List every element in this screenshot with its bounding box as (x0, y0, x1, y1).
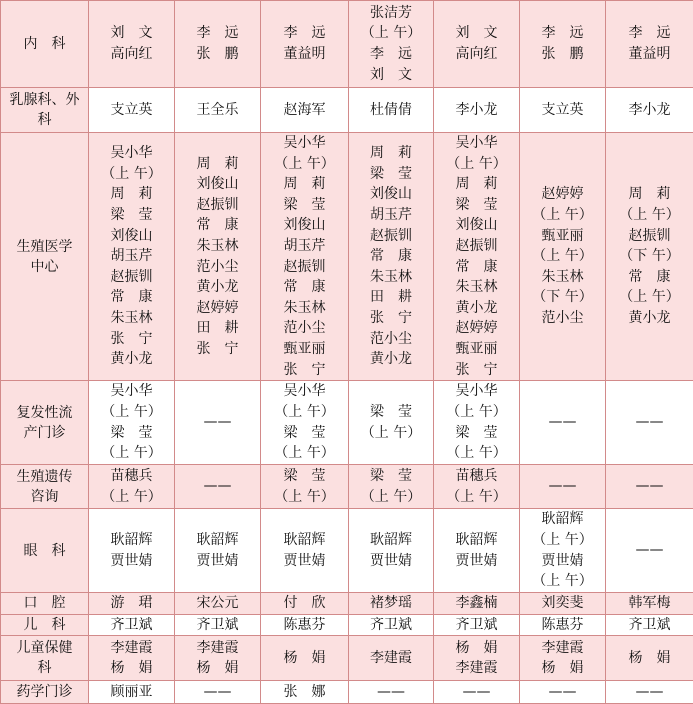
table-cell: —— (175, 381, 261, 465)
table-cell: 耿韶辉 （上 午） 贾世婧 （上 午） (520, 509, 606, 593)
table-cell: 张洁芳 （上 午） 李 远 刘 文 (349, 1, 434, 88)
table-cell: 齐卫斌 (606, 614, 693, 636)
department-child-healthcare: 儿童保健 科 (1, 636, 89, 681)
table-row (1, 88, 693, 133)
table-cell: 苗穗兵 （上 午） (434, 465, 520, 509)
table-cell: 刘 文 高向红 (434, 1, 520, 88)
table-cell: —— (520, 381, 606, 465)
table-cell: 宋公元 (175, 593, 261, 615)
table-cell: 李 远 董益明 (606, 1, 693, 88)
department-recurrent-miscarriage: 复发性流 产门诊 (1, 381, 89, 465)
table-row (1, 593, 693, 615)
table-cell: 齐卫斌 (349, 614, 434, 636)
table-cell: 耿韶辉 贾世婧 (89, 509, 175, 593)
table-row (1, 465, 693, 509)
table-cell: 李建霞 杨 娟 (175, 636, 261, 681)
department-reproductive-center: 生殖医学 中心 (1, 133, 89, 381)
table-cell: 李建霞 (349, 636, 434, 681)
department-breast-surgery: 乳腺科、外 科 (1, 88, 89, 133)
table-cell: 李小龙 (434, 88, 520, 133)
table-row (1, 133, 693, 381)
department-pediatrics: 儿 科 (1, 614, 89, 636)
table-cell: 韩军梅 (606, 593, 693, 615)
table-cell: 李 远 张 鹏 (175, 1, 261, 88)
department-internal-medicine: 内 科 (1, 1, 89, 88)
table-cell: 梁 莹 （上 午） (349, 465, 434, 509)
table-cell: 杨 娟 (606, 636, 693, 681)
table-cell: —— (606, 381, 693, 465)
table-cell: —— (606, 509, 693, 593)
table-cell: —— (349, 681, 434, 704)
department-stomatology: 口 腔 (1, 593, 89, 615)
table-cell: 耿韶辉 贾世婧 (261, 509, 349, 593)
table-cell: 张 娜 (261, 681, 349, 704)
table-row (1, 614, 693, 636)
table-cell: 苗穗兵 （上 午） (89, 465, 175, 509)
table-cell: 顾丽亚 (89, 681, 175, 704)
table-cell: 王全乐 (175, 88, 261, 133)
department-genetic-counseling: 生殖遗传 咨询 (1, 465, 89, 509)
table-cell: —— (175, 681, 261, 704)
table-cell: 耿韶辉 贾世婧 (175, 509, 261, 593)
department-pharmacy-clinic: 药学门诊 (1, 681, 89, 704)
table-cell: 杜倩倩 (349, 88, 434, 133)
department-ophthalmology: 眼 科 (1, 509, 89, 593)
table-cell: 耿韶辉 贾世婧 (349, 509, 434, 593)
table-cell: 游 珺 (89, 593, 175, 615)
table-cell: 杨 娟 (261, 636, 349, 681)
table-cell: 梁 莹 （上 午） (261, 465, 349, 509)
table-cell: 梁 莹 （上 午） (349, 381, 434, 465)
table-cell: 吴小华 （上 午） 周 莉 梁 莹 刘俊山 胡玉芹 赵振钏 常 康 朱玉林 范小尘 甄亚丽 张 宁 (261, 133, 349, 381)
table-cell: —— (434, 681, 520, 704)
table-cell: 褚梦瑶 (349, 593, 434, 615)
table-cell: 赵婷婷 （上 午） 甄亚丽 （上 午） 朱玉林 （下 午） 范小尘 (520, 133, 606, 381)
table-cell: 吴小华 （上 午） 梁 莹 （上 午） (261, 381, 349, 465)
table-cell: —— (520, 465, 606, 509)
table-cell: 齐卫斌 (434, 614, 520, 636)
table-row (1, 509, 693, 593)
table-cell: 李鑫楠 (434, 593, 520, 615)
table-row (1, 681, 693, 704)
table-cell: 赵海军 (261, 88, 349, 133)
table-cell: —— (606, 681, 693, 704)
table-cell: 支立英 (89, 88, 175, 133)
table-cell: 周 莉 刘俊山 赵振钏 常 康 朱玉林 范小尘 黄小龙 赵婷婷 田 耕 张 宁 (175, 133, 261, 381)
table-cell: 吴小华 （上 午） 周 莉 梁 莹 刘俊山 胡玉芹 赵振钏 常 康 朱玉林 张 宁 黄小龙 (89, 133, 175, 381)
table-row (1, 636, 693, 681)
table-cell: —— (520, 681, 606, 704)
table-cell: 齐卫斌 (89, 614, 175, 636)
table-cell: 周 莉 （上 午） 赵振钏 （下 午） 常 康 （上 午） 黄小龙 (606, 133, 693, 381)
table-cell: 耿韶辉 贾世婧 (434, 509, 520, 593)
table-cell: 李建霞 杨 娟 (89, 636, 175, 681)
table-cell: 齐卫斌 (175, 614, 261, 636)
table-cell: 刘 文 高向红 (89, 1, 175, 88)
table-row (1, 1, 693, 88)
table-cell: 吴小华 （上 午） 梁 莹 （上 午） (434, 381, 520, 465)
table-cell: 陈惠芬 (261, 614, 349, 636)
table-cell: —— (606, 465, 693, 509)
table-cell: 刘奕斐 (520, 593, 606, 615)
table-cell: 杨 娟 李建霞 (434, 636, 520, 681)
table-cell: 付 欣 (261, 593, 349, 615)
table-cell: 吴小华 （上 午） 周 莉 梁 莹 刘俊山 赵振钏 常 康 朱玉林 黄小龙 赵婷婷 甄亚丽 张 宁 (434, 133, 520, 381)
table-cell: 周 莉 梁 莹 刘俊山 胡玉芹 赵振钏 常 康 朱玉林 田 耕 张 宁 范小尘 黄小龙 (349, 133, 434, 381)
table-cell: 陈惠芬 (520, 614, 606, 636)
table-cell: 李建霞 杨 娟 (520, 636, 606, 681)
table-cell: 支立英 (520, 88, 606, 133)
table-cell: 李 远 张 鹏 (520, 1, 606, 88)
table-cell: —— (175, 465, 261, 509)
table-cell: 李小龙 (606, 88, 693, 133)
table-cell: 吴小华 （上 午） 梁 莹 （上 午） (89, 381, 175, 465)
table-row (1, 381, 693, 465)
table-cell: 李 远 董益明 (261, 1, 349, 88)
